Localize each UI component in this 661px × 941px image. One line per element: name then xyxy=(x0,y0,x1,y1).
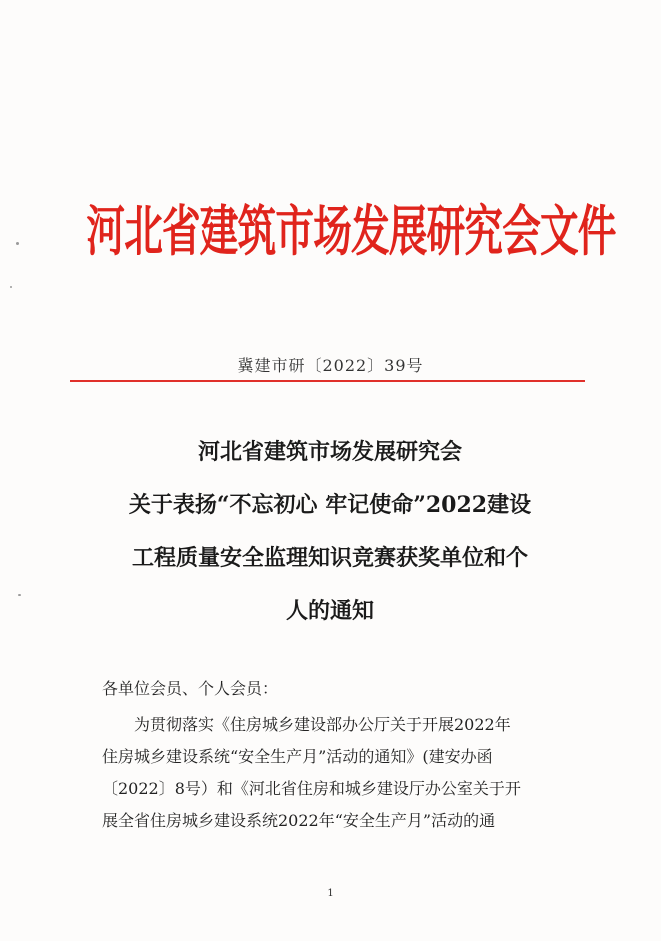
salutation: 各单位会员、个人会员： xyxy=(102,679,279,698)
document-header-title: 河北省建筑市场发展研究会文件 xyxy=(86,199,616,263)
body-line: 住房城乡建设系统“安全生产月”活动的通知》(建安办函 xyxy=(102,747,493,766)
scan-speck xyxy=(18,594,21,596)
document-number: 冀建市研〔2022〕39号 xyxy=(237,356,424,375)
red-divider-line xyxy=(70,380,585,382)
notice-title xyxy=(80,426,580,638)
notice-title-line: 人的通知 xyxy=(285,598,374,624)
scan-speck xyxy=(16,242,19,245)
notice-title-line: 河北省建筑市场发展研究会 xyxy=(197,439,462,465)
scan-speck xyxy=(10,286,12,288)
body-line: 展全省住房城乡建设系统2022年“安全生产月”活动的通 xyxy=(102,811,496,830)
page-number: 1 xyxy=(327,888,334,899)
body-line: 为贯彻落实《住房城乡建设部办公厅关于开展2022年 xyxy=(134,715,511,734)
body-line: 〔2022〕8号）和《河北省住房和城乡建设厅办公室关于开 xyxy=(102,779,521,798)
notice-title-line: 关于表扬“不忘初心 牢记使命”2022建设 xyxy=(128,492,532,518)
body-paragraph xyxy=(102,709,564,837)
notice-title-line: 工程质量安全监理知识竞赛获奖单位和个 xyxy=(131,545,528,571)
